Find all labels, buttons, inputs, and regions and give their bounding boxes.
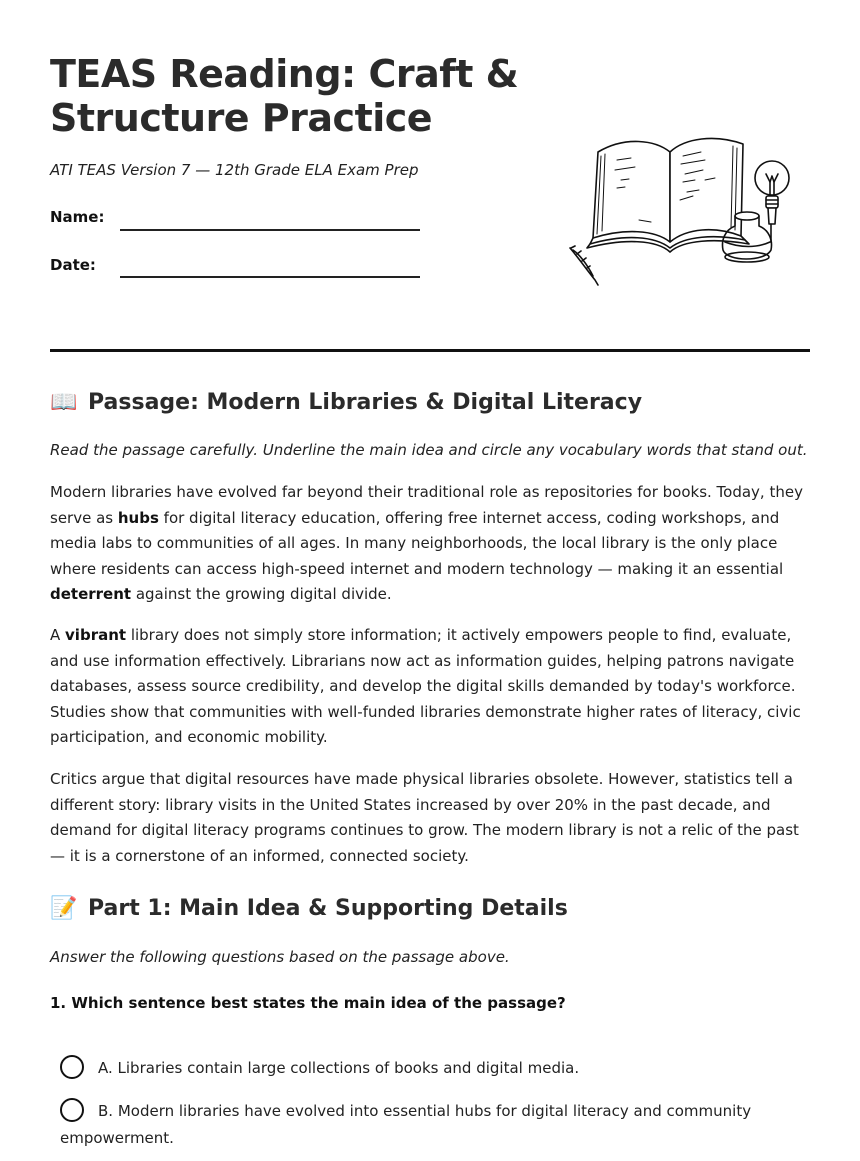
part1-heading: [50, 896, 568, 921]
passage-instruction: Read the passage carefully. Underline the main idea and circle any vocabulary words that stand out.: [50, 441, 808, 459]
book-inkwell-lightbulb-quill-illustration: [565, 130, 800, 290]
vocab-vibrant: vibrant: [65, 626, 127, 644]
worksheet-subtitle: ATI TEAS Version 7 — 12th Grade ELA Exam Prep: [50, 161, 419, 179]
date-field[interactable]: [120, 276, 420, 278]
memo-pencil-emoji-icon: 📝: [50, 896, 78, 921]
answer-option-b-label: B. Modern libraries have evolved into essential hubs for digital literacy and community empowerment.: [60, 1102, 752, 1147]
vocab-deterrent: deterrent: [50, 585, 132, 603]
open-book-emoji-icon: 📖: [50, 390, 78, 415]
name-label: Name:: [50, 208, 105, 226]
question-1: 1. Which sentence best states the main idea of the passage?: [50, 994, 566, 1012]
radio-button-b[interactable]: [60, 1098, 84, 1122]
passage-heading: [50, 390, 642, 415]
passage-paragraph-3: Critics argue that digital resources have made physical libraries obsolete. However, statistics tell a different story: library visits in the United States increased by over 20% in the past decade, and demand for digital literacy programs continues to grow. The modern library is not a relic of the past — it is a cornerstone of an informed, connected society.: [50, 770, 799, 865]
date-label: Date:: [50, 256, 96, 274]
vocab-hubs: hubs: [117, 508, 159, 527]
name-field[interactable]: [120, 229, 420, 231]
radio-button-a[interactable]: [60, 1055, 84, 1079]
passage-heading-text: Passage: Modern Libraries & Digital Literacy: [88, 390, 643, 415]
passage-paragraph-1: Modern libraries have evolved far beyond their traditional role as repositories for books. Today, they serve as hubs for digital literacy education, offering free internet access, coding workshops, and media labs to communities of all ages. In many neighborhoods, the local library is the only place where residents can access high-speed internet and modern technology — making it an essential deterrent against the growing digital divide.: [50, 483, 803, 603]
answer-option-a-label: A. Libraries contain large collections of books and digital media.: [98, 1059, 580, 1077]
header-divider: [50, 349, 810, 352]
part1-instruction: Answer the following questions based on the passage above.: [50, 948, 510, 966]
answer-option-b[interactable]: [60, 1098, 780, 1152]
passage-paragraph-2: A vibrant library does not simply store information; it actively empowers people to find, evaluate, and use information effectively. Librarians now act as information guides, helping patrons navigate databases, assess source credibility, and develop the digital skills demanded by today's workforce. Studies show that communities with well-funded libraries demonstrate higher rates of literacy, civic participation, and economic mobility.: [50, 626, 801, 746]
part1-heading-text: Part 1: Main Idea & Supporting Details: [88, 896, 568, 921]
worksheet-title: TEAS Reading: Craft & Structure Practice: [50, 52, 519, 140]
answer-option-a[interactable]: [60, 1055, 780, 1082]
